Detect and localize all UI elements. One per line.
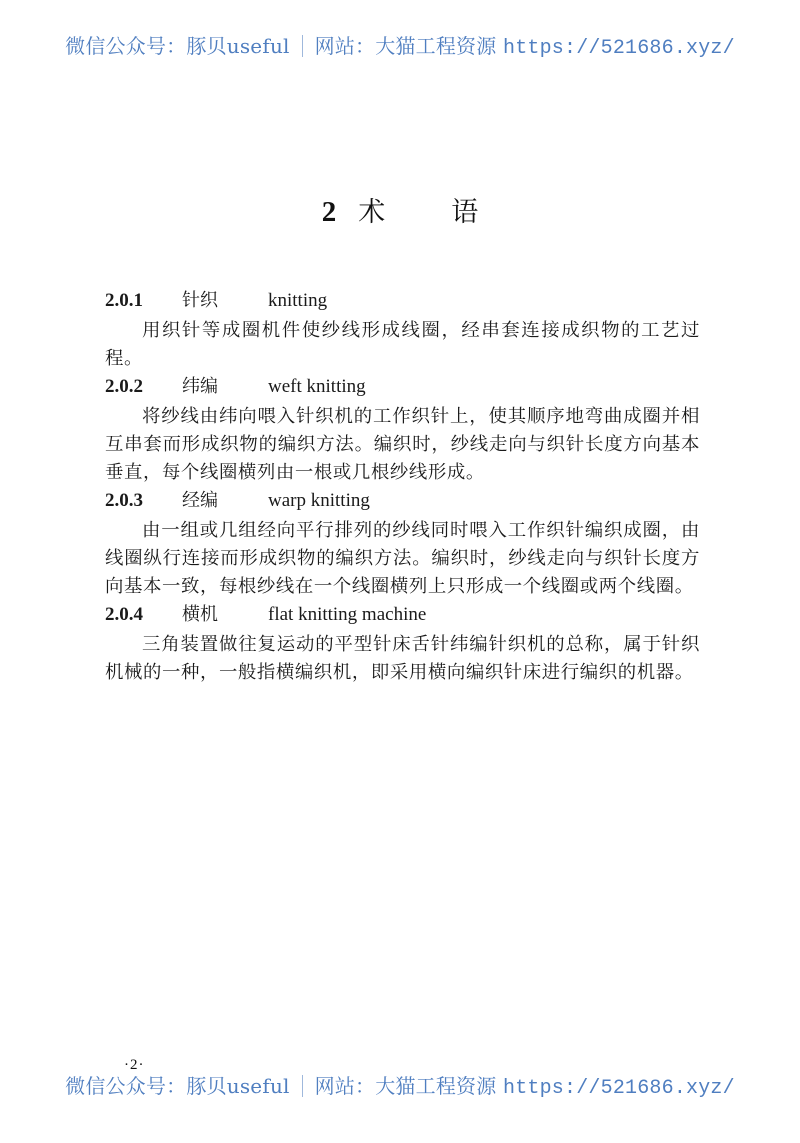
term-definition: 由一组或几组经向平行排列的纱线同时喂入工作织针编织成圈，由线圈纵行连接而形成织物的编织方法。编织时，纱线走向与织针长度方向基本一致，每根纱线在一个线圈横列上只形成一个线圈或两个线圈。 (105, 520, 700, 597)
term-english: warp knitting (268, 490, 370, 511)
term-number: 2.0.4 (105, 604, 143, 625)
term-definition: 用织针等成圈机件使纱线形成线圈，经串套连接成织物的工艺过程。 (105, 320, 700, 369)
term-entry (105, 487, 700, 601)
chapter-title-char-2: 语 (451, 197, 479, 228)
term-chinese: 经编 (182, 490, 218, 511)
term-chinese: 纬编 (182, 376, 218, 397)
chapter-title (0, 190, 800, 229)
term-heading (105, 373, 700, 401)
term-english: weft knitting (268, 376, 366, 397)
term-entry (105, 373, 700, 487)
terms-section (105, 287, 700, 687)
term-heading (105, 601, 700, 629)
chapter-number: 2 (321, 196, 337, 228)
term-chinese: 针织 (182, 290, 218, 311)
watermark-wechat-label: 微信公众号：豚贝useful (65, 34, 290, 58)
term-english: knitting (268, 290, 328, 311)
watermark-footer (0, 1070, 800, 1100)
page-number: ·2· (124, 1057, 145, 1073)
watermark-wechat-label: 微信公众号：豚贝useful (65, 1074, 290, 1098)
term-definition: 三角装置做往复运动的平型针床舌针纬编针织机的总称，属于针织机械的一种，一般指横编织机，即采用横向编织针床进行编织的机器。 (105, 634, 700, 683)
term-number: 2.0.3 (105, 490, 143, 511)
term-entry (105, 601, 700, 687)
watermark-site-label: 网站：大猫工程资源 (314, 1074, 497, 1098)
term-heading (105, 487, 700, 515)
watermark-url: https://521686.xyz/ (503, 37, 735, 60)
watermark-url: https://521686.xyz/ (503, 1077, 735, 1100)
chapter-title-char-1: 术 (358, 197, 386, 228)
term-definition: 将纱线由纬向喂入针织机的工作织针上，使其顺序地弯曲成圈并相互串套而形成织物的编织方法。编织时，纱线走向与织针长度方向基本垂直，每个线圈横列由一根或几根纱线形成。 (105, 406, 700, 483)
watermark-divider (302, 1075, 303, 1097)
term-heading (105, 287, 700, 315)
term-entry (105, 287, 700, 373)
term-number: 2.0.2 (105, 376, 143, 397)
watermark-header (0, 30, 800, 60)
term-number: 2.0.1 (105, 290, 143, 311)
term-english: flat knitting machine (268, 604, 427, 625)
watermark-site-label: 网站：大猫工程资源 (314, 34, 497, 58)
term-chinese: 横机 (182, 604, 218, 625)
watermark-divider (302, 35, 303, 57)
